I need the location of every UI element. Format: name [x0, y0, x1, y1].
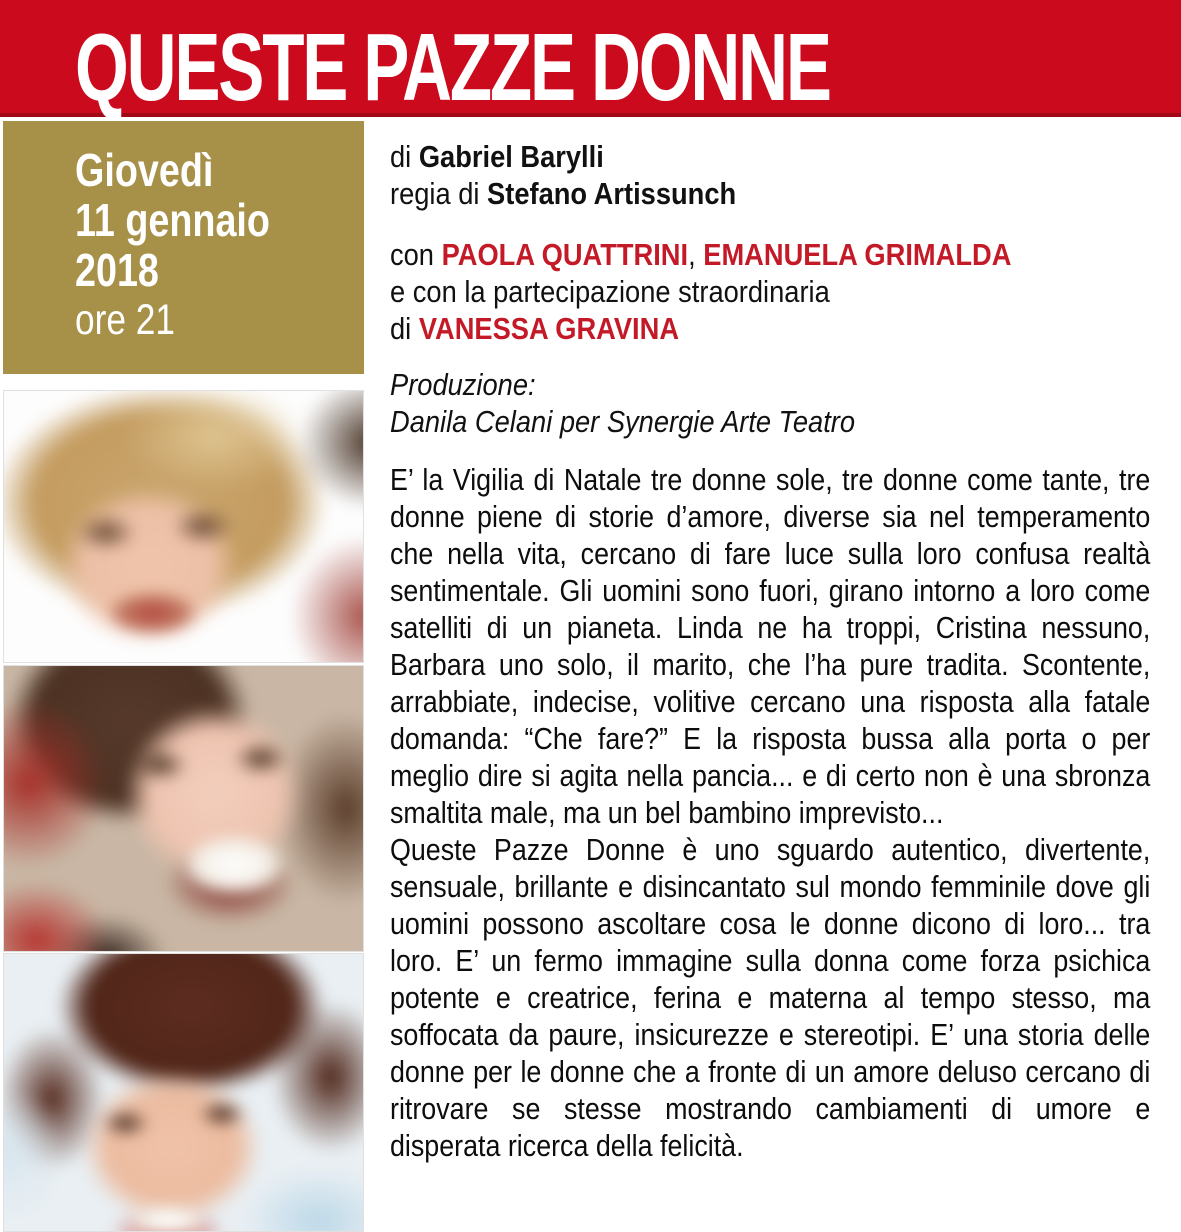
actress-photo-2-image: [3, 665, 364, 952]
cast-block: [390, 236, 1150, 347]
production-company: Danila Celani per Synergie Arte Teatro: [390, 404, 856, 439]
director-line: [390, 175, 1150, 212]
director-name: Stefano Artissunch: [487, 176, 737, 211]
actress-name-1: PAOLA QUATTRINI: [441, 237, 689, 272]
author-line: [390, 138, 1150, 175]
special-guest-line: [390, 310, 1150, 347]
cast-prefix: con: [390, 237, 442, 272]
date-year: 2018: [75, 244, 159, 296]
actress-photo-1-image: [3, 390, 364, 663]
special-guest-prefix: di: [390, 311, 419, 346]
actress-name-2: EMANUELA GRIMALDA: [703, 237, 1012, 272]
date-value: 11 gennaio: [75, 194, 270, 246]
actress-photo-1: [3, 390, 364, 663]
date-box: [3, 121, 364, 374]
author-prefix: di: [390, 139, 419, 174]
production-block: [390, 366, 1150, 440]
synopsis-block: [390, 462, 1150, 1165]
director-prefix: regia di: [390, 176, 488, 211]
actress-photo-2: [3, 665, 364, 952]
synopsis-paragraph-1: E’ la Vigilia di Natale tre donne sole, tre donne come tante, tre donne piene di storie d’amore, diverse sia nel temperamento che nella vita, cercano di fare luce sulla loro confusa realtà sentimentale. Gli uomini sono fuori, girano intorno a loro come satelliti di un pianeta. Linda ne ha troppi, Cristina nessuno, Barbara uno solo, il marito, che l’ha pure tradita. Scontente, arrabbiate, indecise, volitive cercano una risposta alla fatale domanda: “Che fare?” E la risposta bussa alla porta o per meglio dire si agita nella pancia... e di certo non è una sbronza smaltita male, ma un bel bambino imprevisto...: [390, 463, 1151, 830]
cast-separator: ,: [688, 237, 704, 272]
show-time: ore 21: [75, 296, 175, 344]
actress-photo-3-image: [3, 953, 364, 1232]
synopsis-paragraph-2: Queste Pazze Donne è uno sguardo autentico, divertente, sensuale, brillante e disincantato sul mondo femminile dove gli uomini possono ascoltare cosa le donne dicono di loro... tra loro. E’ un fermo immagine sulla donna come forza psichica potente e creatrice, ferina e materna al tempo stesso, ma soffocata da paure, insicurezze e stereotipi. E’ una storia delle donne per le donne che a fronte di un amore deluso cercano di ritrovare se stesse mostrando cambiamenti di umore e disperata ricerca della felicità.: [390, 833, 1151, 1163]
page-title: QUESTE PAZZE DONNE: [75, 14, 830, 121]
actress-photo-3: [3, 953, 364, 1232]
credits-block: [390, 138, 1150, 212]
date-day: Giovedì: [75, 144, 214, 196]
author-name: Gabriel Barylli: [418, 139, 604, 174]
header-banner: [0, 0, 1181, 121]
production-label: Produzione:: [390, 367, 536, 402]
cast-line: [390, 236, 1150, 273]
special-participation-line: e con la partecipazione straordinaria: [390, 274, 830, 309]
special-guest-name: VANESSA GRAVINA: [418, 311, 680, 346]
